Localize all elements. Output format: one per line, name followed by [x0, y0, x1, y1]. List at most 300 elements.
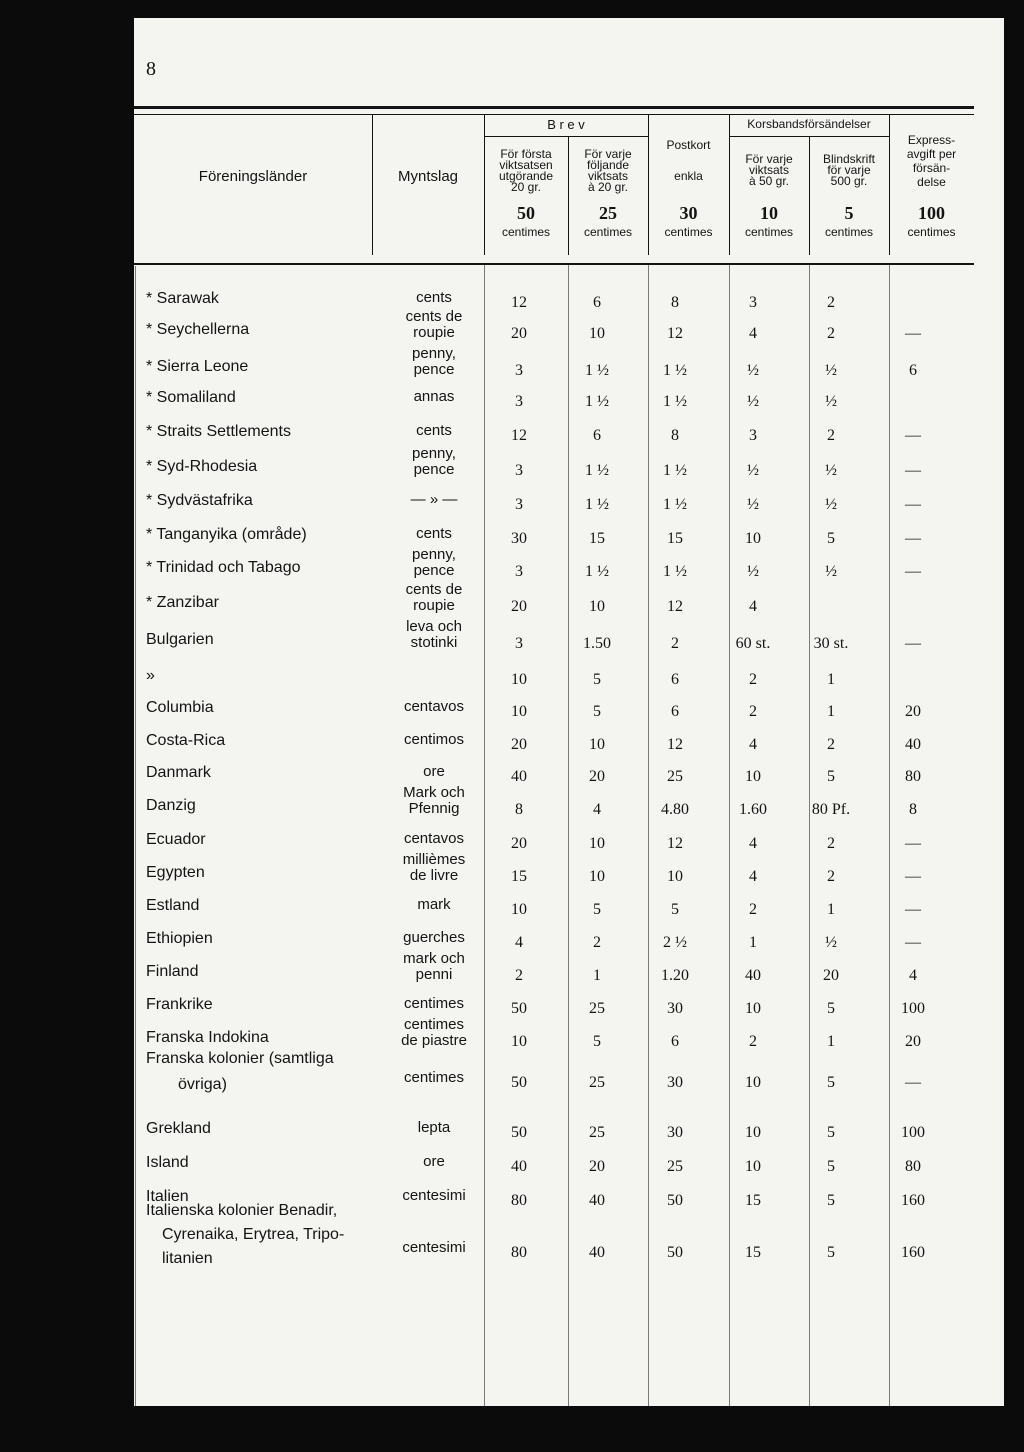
- currency: [372, 1120, 496, 1136]
- currency: [372, 389, 496, 405]
- country-name: * Zanzibar: [146, 594, 219, 611]
- currency: [372, 785, 496, 817]
- rate-value: 12: [667, 598, 683, 615]
- country-name: * Sierra Leone: [146, 358, 249, 375]
- rate-value: 1 ½: [585, 362, 609, 379]
- rate-value: 3: [515, 393, 523, 410]
- rate-value: 30: [511, 530, 527, 547]
- header-brev: B r e v: [547, 117, 585, 132]
- country-name: Franska kolonier (samtliga: [146, 1050, 334, 1067]
- rate-value: —: [905, 563, 921, 580]
- country-name: Egypten: [146, 864, 205, 881]
- rate-value: —: [905, 325, 921, 342]
- header-express: Express- avgift per försän- delse 100 centimes: [906, 133, 957, 239]
- country-name: * Seychellerna: [146, 321, 250, 338]
- currency-line: — » —: [410, 491, 458, 508]
- table-row: [134, 618, 1004, 665]
- rate-value: 30: [667, 1074, 683, 1091]
- table-row: [134, 930, 1004, 964]
- rate-value: 30: [667, 1000, 683, 1017]
- rate-value: 20: [511, 736, 527, 753]
- currency: [372, 930, 496, 946]
- table-row: [134, 996, 1004, 1030]
- rate-value: 4: [515, 934, 523, 951]
- rate-value: ½: [747, 462, 759, 479]
- rate-value: 1 ½: [663, 393, 687, 410]
- rate-value: 4: [909, 967, 917, 984]
- header-currency: Myntslag: [397, 168, 459, 185]
- country-name: * Trinidad och Tabago: [146, 559, 301, 576]
- rate-value: 40: [589, 1192, 605, 1209]
- currency-line: millièmes: [402, 851, 466, 868]
- rate-value: 5: [827, 1000, 835, 1017]
- country-name: Estland: [146, 897, 200, 914]
- country-name: övriga): [178, 1076, 227, 1093]
- rate-value: 10: [511, 1033, 527, 1050]
- rate-value: 2: [515, 967, 523, 984]
- country-name: Danmark: [146, 764, 211, 781]
- currency: [372, 346, 496, 378]
- rate-value: ½: [747, 496, 759, 513]
- currency-line: centimes: [403, 995, 465, 1012]
- country-name: Franska Indokina: [146, 1029, 269, 1046]
- table-row: [134, 784, 1004, 831]
- rate-value: 3: [515, 362, 523, 379]
- rate-value: 160: [901, 1244, 925, 1261]
- rate-value: —: [905, 934, 921, 951]
- rate-value: 2: [827, 294, 835, 311]
- rate-value: 4.80: [661, 801, 689, 818]
- country-name: Italien: [146, 1188, 189, 1205]
- rate-value: ½: [747, 563, 759, 580]
- rate-value: 6: [671, 671, 679, 688]
- rate-value: 2: [827, 835, 835, 852]
- rate-value: 4: [749, 868, 757, 885]
- table-row: [134, 526, 1004, 560]
- rate-value: ½: [747, 362, 759, 379]
- currency-line: Mark och: [403, 784, 465, 801]
- rate-value: 25: [589, 1074, 605, 1091]
- currency-line: centavos: [403, 830, 465, 847]
- country-name: * Sarawak: [146, 290, 219, 307]
- rate-value: 1 ½: [663, 496, 687, 513]
- rate-value: 3: [749, 294, 757, 311]
- rate-value: 12: [511, 294, 527, 311]
- rate-value: 40: [745, 967, 761, 984]
- rate-value: 8: [671, 427, 679, 444]
- currency-line: de livre: [409, 867, 459, 884]
- currency: [372, 699, 496, 715]
- rate-value: 4: [749, 325, 757, 342]
- rate-value: 10: [745, 1158, 761, 1175]
- currency: [372, 582, 496, 614]
- rate-value: 20: [589, 1158, 605, 1175]
- currency-line: mark: [417, 896, 451, 913]
- rate-value: 10: [745, 1124, 761, 1141]
- rate-value: 1 ½: [663, 362, 687, 379]
- rate-value: 10: [745, 530, 761, 547]
- currency: [372, 309, 496, 341]
- currency: [372, 764, 496, 780]
- currency-line: penni: [415, 966, 453, 983]
- rate-value: 10: [511, 671, 527, 688]
- table-header: [134, 115, 974, 263]
- rate-value: 20: [823, 967, 839, 984]
- currency: [372, 446, 496, 478]
- rate-value: 100: [901, 1124, 925, 1141]
- table-row: [134, 831, 1004, 865]
- rate-value: 10: [745, 1000, 761, 1017]
- rate-value: 2: [827, 736, 835, 753]
- rate-value: ½: [825, 563, 837, 580]
- rate-value: 2: [749, 1033, 757, 1050]
- rate-value: 10: [589, 835, 605, 852]
- currency: [372, 1154, 496, 1170]
- rate-value: 100: [901, 1000, 925, 1017]
- country-name: litanien: [162, 1250, 213, 1267]
- rate-value: 3: [515, 563, 523, 580]
- rate-value: 6: [671, 1033, 679, 1050]
- page-number: 8: [146, 58, 156, 80]
- rate-value: 5: [827, 530, 835, 547]
- rate-value: 1 ½: [663, 462, 687, 479]
- currency-line: penny,: [412, 546, 456, 563]
- table-row: [134, 1050, 1004, 1104]
- rate-value: 2: [827, 868, 835, 885]
- country-name: Danzig: [146, 797, 196, 814]
- rate-value: 60 st.: [735, 635, 771, 652]
- country-name: Columbia: [146, 699, 214, 716]
- currency-line: stotinki: [410, 634, 458, 651]
- rate-value: 3: [515, 635, 523, 652]
- country-name: Grekland: [146, 1120, 211, 1137]
- rate-value: 1: [827, 671, 835, 688]
- header-korsband-each: För varje viktsats à 50 gr. 10 centimes: [744, 152, 794, 239]
- rate-value: 5: [593, 703, 601, 720]
- currency-line: centavos: [403, 698, 465, 715]
- currency-line: centimes: [403, 1016, 465, 1033]
- document-page: [134, 18, 1004, 1406]
- rate-value: —: [905, 901, 921, 918]
- rate-value: 2: [593, 934, 601, 951]
- currency-line: cents de: [405, 581, 463, 598]
- table-row: [134, 290, 1004, 324]
- rate-value: 5: [827, 1158, 835, 1175]
- table-row: [134, 1154, 1004, 1188]
- rate-value: 1.20: [661, 967, 689, 984]
- currency: [372, 996, 496, 1012]
- currency-line: centimos: [403, 731, 465, 748]
- rate-value: —: [905, 835, 921, 852]
- rate-value: 40: [511, 1158, 527, 1175]
- rate-value: 2: [749, 703, 757, 720]
- rate-value: 6: [671, 703, 679, 720]
- currency-line: centesimi: [402, 1187, 466, 1204]
- currency: [372, 897, 496, 913]
- rate-value: —: [905, 462, 921, 479]
- rate-value: 80: [511, 1244, 527, 1261]
- currency: [372, 732, 496, 748]
- rate-value: ½: [747, 393, 759, 410]
- rate-value: 6: [593, 294, 601, 311]
- table-row: [134, 423, 1004, 457]
- rate-value: 40: [905, 736, 921, 753]
- currency: [372, 1188, 496, 1204]
- country-name: * Somaliland: [146, 389, 236, 406]
- rate-value: 10: [511, 901, 527, 918]
- rate-value: 5: [827, 1192, 835, 1209]
- country-name: Island: [146, 1154, 189, 1171]
- rate-value: 2: [827, 325, 835, 342]
- rate-value: 1.60: [739, 801, 767, 818]
- rate-value: 5: [593, 671, 601, 688]
- currency-line: pence: [413, 562, 455, 579]
- currency-line: penny,: [412, 345, 456, 362]
- currency-line: mark och: [403, 950, 465, 967]
- rate-value: 3: [515, 496, 523, 513]
- country-name: Finland: [146, 963, 199, 980]
- column-rule: [729, 263, 730, 1406]
- rate-value: 30: [667, 1124, 683, 1141]
- table-row: [134, 308, 1004, 355]
- table-row: [134, 1202, 1004, 1274]
- rate-value: 12: [667, 736, 683, 753]
- rate-value: 1 ½: [663, 563, 687, 580]
- currency: [372, 951, 496, 983]
- table-row: [134, 732, 1004, 766]
- currency-line: pence: [413, 361, 455, 378]
- rate-value: 5: [827, 1124, 835, 1141]
- currency: [372, 852, 496, 884]
- rate-value: 1 ½: [585, 462, 609, 479]
- table-row: [134, 851, 1004, 898]
- rate-value: 50: [511, 1124, 527, 1141]
- country-name: Frankrike: [146, 996, 213, 1013]
- rate-value: 40: [511, 768, 527, 785]
- rate-value: 25: [667, 1158, 683, 1175]
- currency: [372, 290, 496, 306]
- rate-value: 15: [511, 868, 527, 885]
- rate-value: 10: [589, 736, 605, 753]
- currency: [372, 547, 496, 579]
- rate-value: ½: [825, 393, 837, 410]
- table-row: [134, 699, 1004, 733]
- rate-value: 10: [667, 868, 683, 885]
- currency-line: cents: [416, 525, 452, 542]
- rate-value: 15: [589, 530, 605, 547]
- rate-value: 80: [905, 768, 921, 785]
- rate-value: 30 st.: [813, 635, 849, 652]
- rate-value: ½: [825, 496, 837, 513]
- rate-value: 20: [905, 1033, 921, 1050]
- column-rule: [568, 263, 569, 1406]
- currency-line: cents de: [405, 308, 463, 325]
- rate-value: 2: [827, 427, 835, 444]
- country-name: * Syd-Rhodesia: [146, 458, 258, 475]
- table-row: [134, 492, 1004, 526]
- header-bottom-rule: [134, 263, 974, 265]
- currency: [372, 1017, 496, 1049]
- table-row: [134, 897, 1004, 931]
- rate-value: 4: [593, 801, 601, 818]
- currency: [372, 526, 496, 542]
- rate-value: 50: [511, 1074, 527, 1091]
- currency-line: cents: [416, 289, 452, 306]
- table-row: [134, 389, 1004, 423]
- rate-value: 1: [827, 901, 835, 918]
- rate-value: —: [905, 427, 921, 444]
- currency-line: annas: [413, 388, 455, 405]
- currency-line: lepta: [417, 1119, 451, 1136]
- rate-value: 1: [827, 703, 835, 720]
- rate-value: 1: [749, 934, 757, 951]
- rate-value: 15: [745, 1192, 761, 1209]
- currency-line: de piastre: [401, 1032, 467, 1049]
- rate-value: 15: [667, 530, 683, 547]
- country-name: Cyrenaika, Erytrea, Tripo-: [162, 1226, 345, 1243]
- rate-value: 160: [901, 1192, 925, 1209]
- rate-value: 5: [593, 901, 601, 918]
- country-name: Ecuador: [146, 831, 206, 848]
- rate-value: 10: [511, 703, 527, 720]
- currency-line: guerches: [403, 929, 465, 946]
- table-row: [134, 950, 1004, 997]
- column-rule: [889, 263, 890, 1406]
- rate-value: 1 ½: [585, 393, 609, 410]
- rate-value: 10: [745, 768, 761, 785]
- currency-line: centimes: [403, 1069, 465, 1086]
- country-name: * Tanganyika (område): [146, 526, 307, 543]
- rate-value: 3: [515, 462, 523, 479]
- rate-value: 50: [667, 1192, 683, 1209]
- header-korsband: Korsbandsförsändelser: [747, 117, 871, 131]
- currency: [372, 619, 496, 651]
- rate-value: 8: [671, 294, 679, 311]
- rate-value: 50: [667, 1244, 683, 1261]
- rate-value: 20: [511, 325, 527, 342]
- rate-value: —: [905, 868, 921, 885]
- country-name: * Straits Settlements: [146, 423, 291, 440]
- rate-value: 40: [589, 1244, 605, 1261]
- rate-value: —: [905, 1074, 921, 1091]
- rate-value: ½: [825, 462, 837, 479]
- country-name: Ethiopien: [146, 930, 213, 947]
- rate-value: 25: [667, 768, 683, 785]
- rate-value: 1: [593, 967, 601, 984]
- currency-line: cents: [416, 422, 452, 439]
- column-rule: [648, 263, 649, 1406]
- currency: [372, 423, 496, 439]
- header-country: Föreningsländer: [198, 168, 308, 185]
- rate-value: 25: [589, 1000, 605, 1017]
- rate-value: 10: [745, 1074, 761, 1091]
- rate-value: 5: [593, 1033, 601, 1050]
- rate-value: 6: [593, 427, 601, 444]
- header-brev-next: För varje följande viktsats à 20 gr. 25 centimes: [583, 147, 633, 239]
- currency: [372, 492, 496, 508]
- rate-value: 8: [909, 801, 917, 818]
- table-row: [134, 1120, 1004, 1154]
- currency-line: roupie: [413, 597, 455, 614]
- currency-line: Pfennig: [408, 800, 460, 817]
- rate-value: 5: [827, 768, 835, 785]
- rate-value: 1 ½: [585, 496, 609, 513]
- country-name: Bulgarien: [146, 631, 214, 648]
- rate-value: 20: [589, 768, 605, 785]
- rate-value: 10: [589, 868, 605, 885]
- rate-value: 12: [511, 427, 527, 444]
- rate-value: —: [905, 635, 921, 652]
- rate-value: 2: [749, 671, 757, 688]
- rate-value: 5: [671, 901, 679, 918]
- currency-line: pence: [413, 461, 455, 478]
- rate-value: 1 ½: [585, 563, 609, 580]
- rate-value: 5: [827, 1074, 835, 1091]
- rate-value: —: [905, 530, 921, 547]
- rate-value: 2: [749, 901, 757, 918]
- table-row: [134, 445, 1004, 492]
- rate-value: 10: [589, 325, 605, 342]
- country-name: * Sydvästafrika: [146, 492, 253, 509]
- header-blindskrift: Blindskrift för varje 500 gr. 5 centimes: [822, 152, 875, 239]
- rate-value: 4: [749, 736, 757, 753]
- currency-line: penny,: [412, 445, 456, 462]
- currency-line: ore: [423, 763, 445, 780]
- rate-value: 8: [515, 801, 523, 818]
- rate-value: 2 ½: [663, 934, 687, 951]
- rate-value: ½: [825, 362, 837, 379]
- rate-value: 15: [745, 1244, 761, 1261]
- rate-value: 25: [589, 1124, 605, 1141]
- currency-line: centesimi: [402, 1239, 466, 1256]
- rate-value: 3: [749, 427, 757, 444]
- rate-value: 6: [909, 362, 917, 379]
- country-name: Costa-Rica: [146, 732, 226, 749]
- rate-value: 12: [667, 835, 683, 852]
- header-postkort: Postkort enkla 30 centimes: [664, 138, 713, 239]
- rate-value: 50: [511, 1000, 527, 1017]
- rate-value: 4: [749, 598, 757, 615]
- rate-value: 20: [511, 835, 527, 852]
- currency-line: leva och: [406, 618, 462, 635]
- currency: [372, 1070, 496, 1086]
- table-row: [134, 546, 1004, 593]
- rate-value: 12: [667, 325, 683, 342]
- table-row: [134, 581, 1004, 628]
- rate-value: 1.50: [583, 635, 611, 652]
- rate-value: 20: [905, 703, 921, 720]
- country-name: »: [146, 667, 155, 684]
- rate-value: ½: [825, 934, 837, 951]
- column-rule: [484, 263, 485, 1406]
- rate-value: 5: [827, 1244, 835, 1261]
- column-rule: [809, 263, 810, 1406]
- rate-value: 80: [905, 1158, 921, 1175]
- currency: [372, 831, 496, 847]
- table-row: [134, 345, 1004, 392]
- table-row: [134, 667, 1004, 701]
- rate-value: 20: [511, 598, 527, 615]
- rate-value: 2: [671, 635, 679, 652]
- rate-value: 80 Pf.: [811, 801, 851, 818]
- rate-value: 80: [511, 1192, 527, 1209]
- country-name: Italienska kolonier Benadir,: [146, 1202, 338, 1219]
- rate-value: —: [905, 496, 921, 513]
- currency: [372, 1240, 496, 1256]
- rate-value: 10: [589, 598, 605, 615]
- table-row: [134, 764, 1004, 798]
- currency-line: ore: [423, 1153, 445, 1170]
